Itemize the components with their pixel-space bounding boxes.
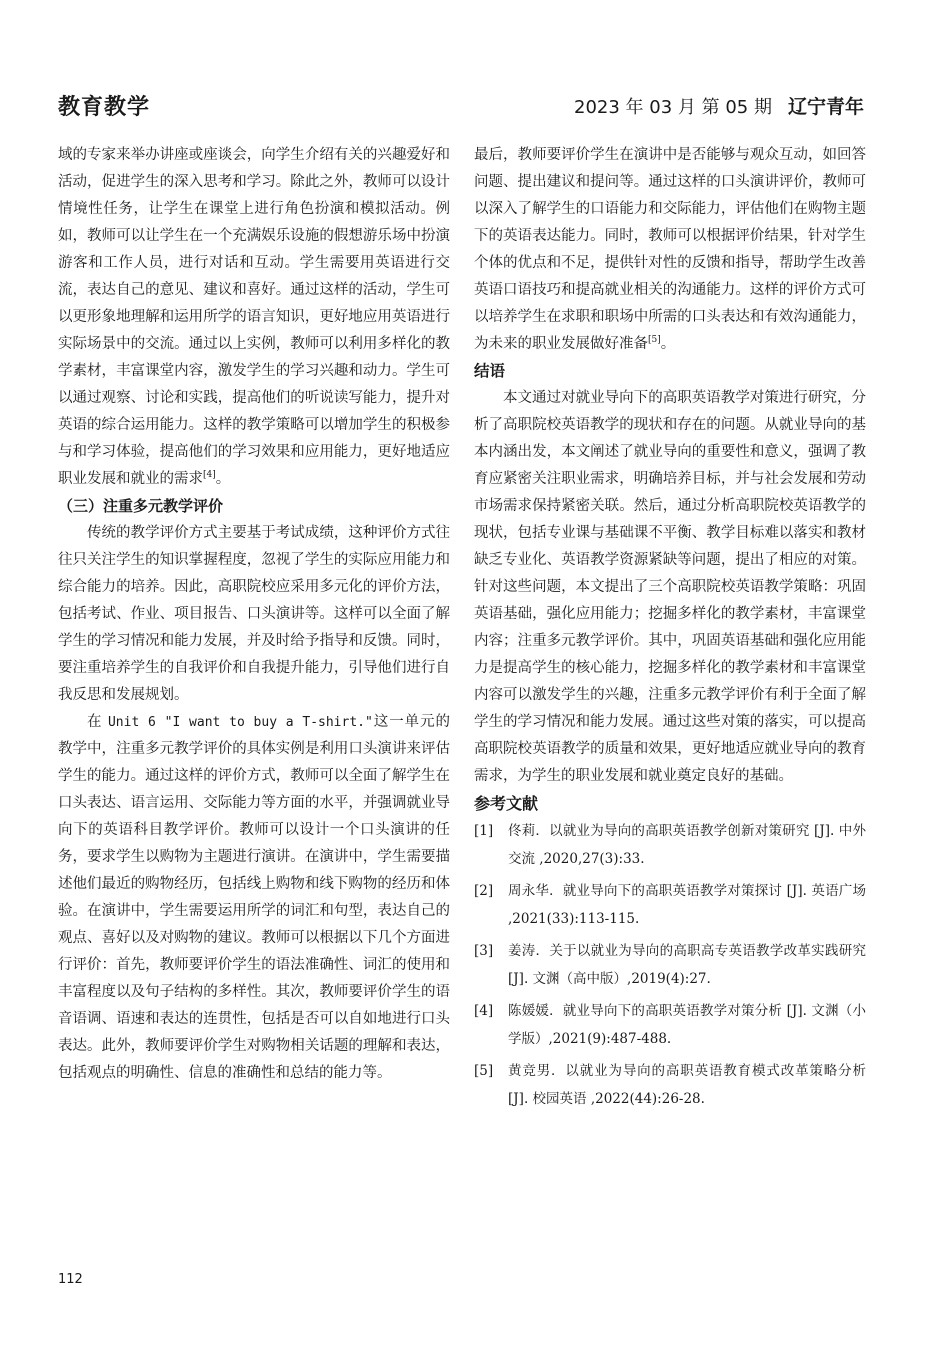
issue-header (574, 92, 864, 119)
citation: [4] (203, 470, 216, 481)
conclusion-paragraph: 本文通过对就业导向下的高职英语教学对策进行研究，分析了高职院校英语教学的现状和存在的问题。从就业导向的基本内涵出发，本文阐述了就业导向的重要性和意义，强调了教育应紧密关注职业需求，明确培养目标，并与社会发展和劳动市场需求保持紧密关联。然后，通过分析高职院校英语教学的现状，包括专业课与基础课不平衡、教学目标难以落实和教材缺乏专业化、英语教学资源紧缺等问题，提出了相应的对策。针对这些问题，本文提出了三个高职院校英语教学策略：巩固英语基础，强化应用能力；挖掘多样化的教学素材，丰富课堂内容；注重多元教学评价。其中，巩固英语基础和强化应用能力是提高学生的核心能力，挖掘多样化的教学素材和丰富课堂内容可以激发学生的兴趣，注重多元教学评价有利于全面了解学生的学习情况和能力发展。通过这些对策的落实，可以提高高职院校英语教学的质量和效果，更好地适应就业导向的教育需求，为学生的职业发展和就业奠定良好的基础。 (474, 390, 866, 784)
issue-date: 2023 年 03 月 第 05 期 (574, 97, 772, 118)
references-list (474, 817, 866, 1113)
reference-item: [4] 陈媛媛．就业导向下的高职英语教学对策分析 [J]. 文渊（小学版）,2021(9):487-488. (474, 1003, 866, 1047)
page-number: 112 (58, 1272, 83, 1287)
reference-item: [2] 周永华．就业导向下的高职英语教学对策探讨 [J]. 英语广场 ,2021(33):113-115. (474, 883, 866, 927)
body-paragraph: 传统的教学评价方式主要基于考试成绩，这种评价方式往往只关注学生的知识掌握程度，忽视了学生的实际应用能力和综合能力的培养。因此，高职院校应采用多元化的评价方法，包括考试、作业、项目报告、口头演讲等。这样可以全面了解学生的学习情况和能力发展，并及时给予指导和反馈。同时，要注重培养学生的自我评价和自我提升能力，引导他们进行自我反思和发展规划。 (58, 525, 450, 703)
body-paragraph: 在 Unit 6 "I want to buy a T-shirt."这一单元的教学中，注重多元教学评价的具体实例是利用口头演讲来评估学生的能力。通过这样的评价方式，教师可以全面了解学生在口头表达、语言运用、交际能力等方面的水平，并强调就业导向下的英语科目教学评价。教师可以设计一个口头演讲的任务，要求学生以购物为主题进行演讲。在演讲中，学生需要描述他们最近的购物经历，包括线上购物和线下购物的经历和体验。在演讲中，学生需要运用所学的词汇和句型，表达自己的观点、喜好以及对购物的建议。教师可以根据以下几个方面进行评价：首先，教师要评价学生的语法准确性、词汇的使用和丰富程度以及句子结构的多样性。其次，教师要评价学生的语音语调、语速和表达的连贯性，包括是否可以自如地进行口头表达。此外，教师要评价学生对购物相关话题的理解和表达，包括观点的明确性、信息的准确性和总结的能力等。 (58, 714, 451, 1081)
section-heading: （三）注重多元教学评价 (58, 497, 224, 515)
journal-name: 辽宁青年 (787, 96, 864, 118)
right-column (474, 142, 866, 1117)
body-paragraph: 最后，教师要评价学生在演讲中是否能够与观众互动，如回答问题、提出建议和提问等。通过这样的口头演讲评价，教师可以深入了解学生的口语能力和交际能力，评估他们在购物主题下的英语表达能力。同时，教师可以根据评价结果，针对学生个体的优点和不足，提供针对性的反馈和指导，帮助学生改善英语口语技巧和提高就业相关的沟通能力。这样的评价方式可以培养学生在求职和职场中所需的口头表达和有效沟通能力，为未来的职业发展做好准备[5]。 (474, 147, 866, 352)
references-heading: 参考文献 (474, 794, 539, 813)
reference-item: [3] 姜涛．关于以就业为导向的高职高专英语教学改革实践研究 [J]. 文渊（高中版）,2019(4):27. (474, 943, 866, 987)
body-paragraph: 域的专家来举办讲座或座谈会，向学生介绍有关的兴趣爱好和活动，促进学生的深入思考和学习。除此之外，教师可以设计情境性任务，让学生在课堂上进行角色扮演和模拟活动。例如，教师可以让学生在一个充满娱乐设施的假想游乐场中扮演游客和工作人员，进行对话和互动。学生需要用英语进行交流，表达自己的意见、建议和喜好。通过这样的活动，学生可以更形象地理解和运用所学的语言知识，更好地应用英语进行实际场景中的交流。通过以上实例，教师可以利用多样化的教学素材，丰富课堂内容，激发学生的学习兴趣和动力。学生可以通过观察、讨论和实践，提高他们的听说读写能力，提升对英语的综合运用能力。这样的教学策略可以增加学生的积极参与和学习体验，提高他们的学习效果和应用能力，更好地适应职业发展和就业的需求[4]。 (58, 147, 450, 487)
unit-title: Unit 6 "I want to buy a T-shirt." (107, 715, 373, 730)
reference-item: [5] 黄竞男．以就业为导向的高职英语教育模式改革策略分析 [J]. 校园英语 ,2022(44):26-28. (474, 1063, 866, 1107)
section-header: 教育教学 (58, 95, 151, 120)
citation: [5] (648, 335, 661, 346)
left-column (58, 142, 450, 1087)
reference-item: [1] 佟莉．以就业为导向的高职英语教学创新对策研究 [J]. 中外交流 ,2020,27(3):33. (474, 823, 866, 867)
conclusion-heading: 结语 (474, 362, 506, 380)
